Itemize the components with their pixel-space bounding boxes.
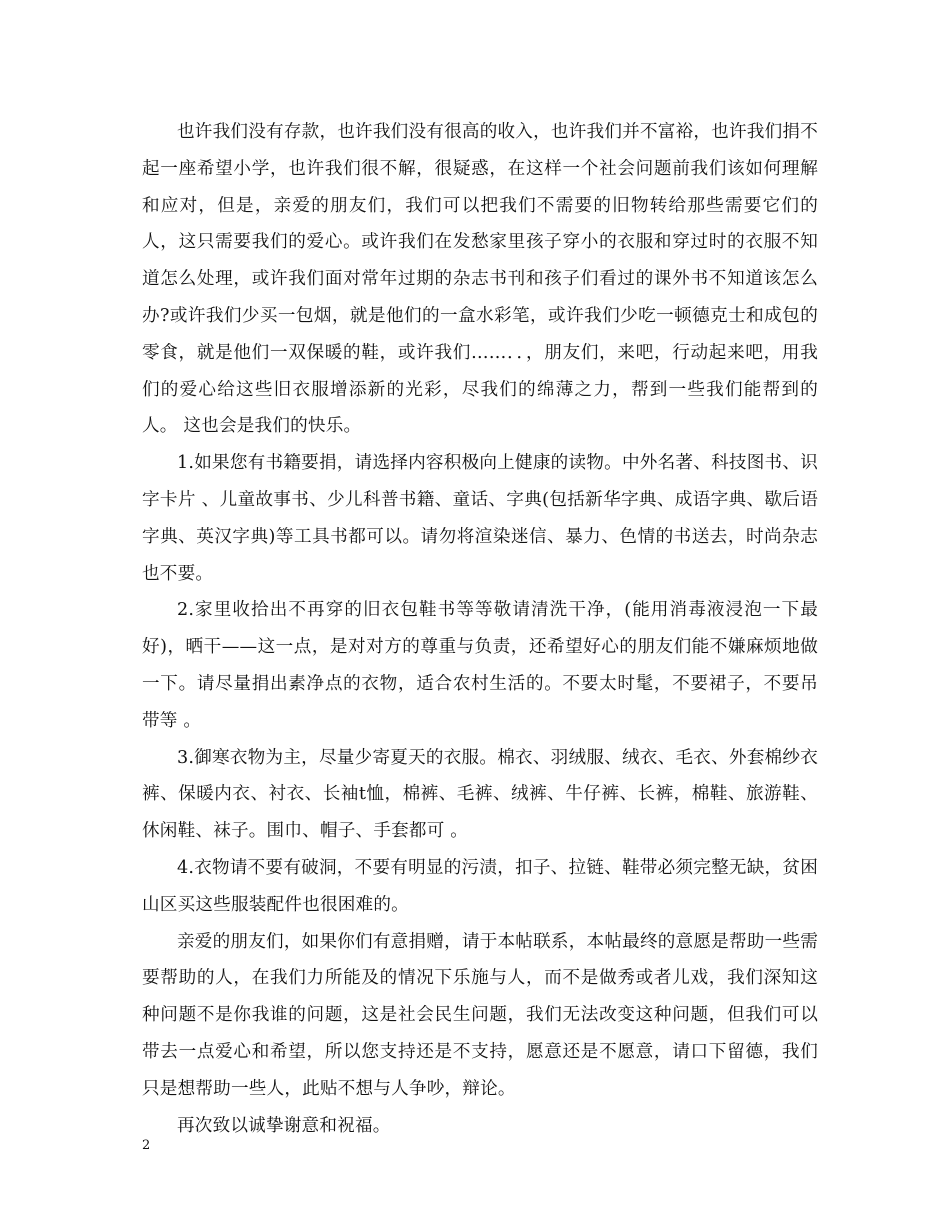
paragraph-item-2-cleaning: 2.家里收拾出不再穿的旧衣包鞋书等等敬请清洗干净，(能用消毒液浸泡一下最好)，晒干——这一点，是对对方的尊重与负责，还希望好心的朋友们能不嫌麻烦地做一下。请尽量捐出素净点的衣物，适合农村生活的。不要太时髦，不要裙子，不要吊带等 。 [142, 600, 818, 731]
page-number: 2 [142, 1138, 151, 1153]
paragraph-item-4-condition: 4.衣物请不要有破洞，不要有明显的污渍，扣子、拉链、鞋带必须完整无缺，贫困山区买这些服装配件也很困难的。 [142, 857, 818, 915]
paragraph-intro: 也许我们没有存款，也许我们没有很高的收入，也许我们并不富裕，也许我们捐不起一座希望小学，也许我们很不解，很疑惑，在这样一个社会问题前我们该如何理解和应对，但是，亲爱的朋友们，我们可以把我们不需要的旧物转给那些需要它们的人，这只需要我们的爱心。或许我们在发愁家里孩子穿小的衣服和穿过时的衣服不知道怎么处理，或许我们面对常年过期的杂志书刊和孩子们看过的课外书不知道该怎么办?或许我们少买一包烟，就是他们的一盒水彩笔，或许我们少吃一顿德克士和成包的零食，就是他们一双保暖的鞋，或许我们……．．，朋友们，来吧，行动起来吧，用我们的爱心给这些旧衣服增添新的光彩，尽我们的绵薄之力，帮到一些我们能帮到的人。 这也会是我们的快乐。 [142, 122, 818, 437]
paragraph-appeal: 亲爱的朋友们，如果你们有意捐赠，请于本帖联系，本帖最终的意愿是帮助一些需要帮助的人，在我们力所能及的情况下乐施与人，而不是做秀或者儿戏，我们深知这种问题不是你我谁的问题，这是社会民生问题，我们无法改变这种问题，但我们可以带去一点爱心和希望，所以您支持还是不支持，愿意还是不愿意，请口下留德，我们只是想帮助一些人，此贴不想与人争吵，辩论。 [142, 931, 818, 1099]
paragraph-item-1-books: 1.如果您有书籍要捐，请选择内容积极向上健康的读物。中外名著、科技图书、识字卡片 、儿童故事书、少儿科普书籍、童话、字典(包括新华字典、成语字典、歇后语字典、英汉字典)等工具书都可以。请勿将渲染迷信、暴力、色情的书送去，时尚杂志也不要。 [142, 453, 818, 584]
paragraph-item-3-winter-clothes: 3.御寒衣物为主，尽量少寄夏天的衣服。棉衣、羽绒服、绒衣、毛衣、外套棉纱衣裤、保暖内衣、衬衣、长袖t恤，棉裤、毛裤、绒裤、牛仔裤、长裤，棉鞋、旅游鞋、休闲鞋、袜子。围巾、帽子、手套都可 。 [142, 747, 818, 842]
paragraph-closing: 再次致以诚挚谢意和祝福。 [177, 1115, 391, 1136]
document-body [142, 114, 818, 1144]
